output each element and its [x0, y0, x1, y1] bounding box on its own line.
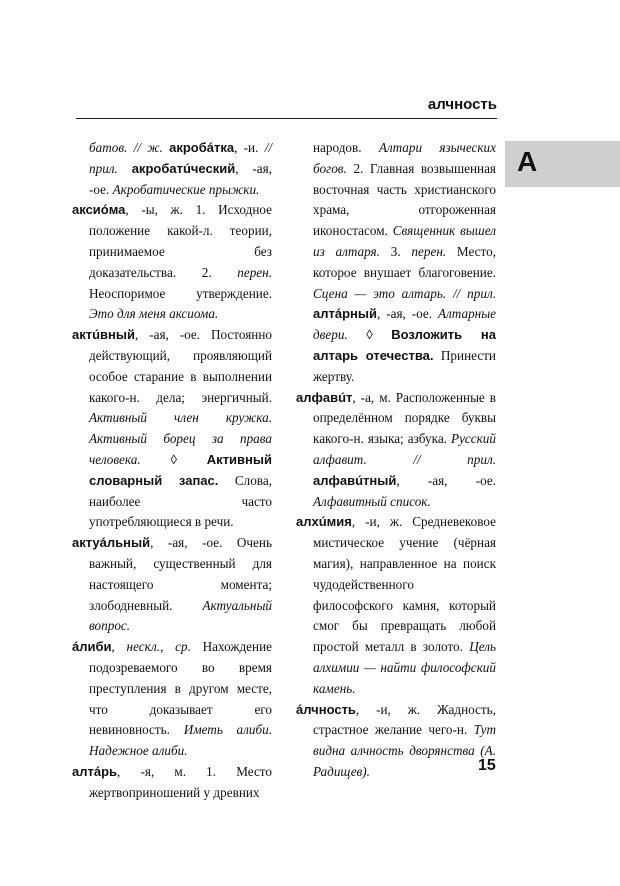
entry-aktualnyi — [72, 533, 272, 637]
entry-text: , -и, ж. Средневековое мистическое учение (чёрная магия), направленное на поиск чудодейственного философского камня, который смог бы превращать любой простой металл в золото. — [313, 514, 496, 655]
entry-altar-continuation — [296, 138, 496, 388]
entry-text: Слова, наиболее часто употребляющиеся в речи. — [89, 472, 272, 530]
entry-text: , -и. — [234, 140, 259, 155]
entry-idiom: Возложить на алтарь отечества. — [313, 327, 496, 363]
entry-text: , -я, м. 1. Место жертвоприношений у древних — [89, 763, 272, 800]
entry-headword: áлчность — [296, 701, 356, 717]
entry-text: Нахождение подозреваемого во время преступления в другом месте, что доказывает его невиновность. — [89, 639, 272, 738]
entry-text: Неоспоримое утверждение. — [89, 285, 272, 301]
entry-example: Русский алфавит. // прил. — [313, 431, 496, 467]
entry-text: // прил. — [89, 140, 273, 176]
entry-alfavit — [296, 388, 496, 513]
entry-text: , -ая, -ое. — [396, 472, 496, 488]
entry-label: перен. — [237, 264, 272, 280]
entry-altar — [72, 762, 272, 804]
entry-headword: акробáтка — [169, 140, 235, 155]
section-tab — [505, 141, 620, 187]
entry-example: Актуальный вопрос. — [89, 597, 272, 634]
entry-alibi — [72, 637, 272, 762]
entry-text: Место, которое внушает благоговение. — [313, 243, 496, 280]
entry-aksioma — [72, 200, 272, 325]
entry-headword: акробатúческий — [131, 160, 236, 176]
entry-example: Священник вышел из алтаря. — [313, 223, 496, 259]
entry-headword: алтáрный — [313, 306, 377, 322]
entry-aktivnyi — [72, 325, 272, 533]
entry-text: ◊ — [347, 327, 392, 343]
entry-example: Активный член кружка. Активный борец за права человека. — [89, 410, 272, 467]
entry-text: , -ая, -ое. — [89, 160, 272, 197]
entry-example: Иметь алиби. Надежное алиби. — [89, 722, 272, 759]
entry-text: Принести жертву. — [313, 347, 496, 384]
page-number: 15 — [478, 757, 496, 774]
entry-headword: алфавúтный — [313, 472, 397, 488]
entry-idiom: Активный словарный запас. — [89, 451, 272, 488]
entry-example: Алтари языческих богов. — [313, 140, 496, 176]
left-column — [72, 138, 272, 804]
entry-alkhimiya — [296, 512, 496, 699]
entry-text: , -ая, -ое. Постоянно действующий, проявляющий особое старание в выполнении какого-н. дела; энергичный. — [89, 327, 272, 405]
entry-text: ◊ — [140, 451, 207, 467]
entry-text: , — [111, 639, 127, 655]
entry-example: Алфавитный список. — [313, 493, 431, 509]
entry-headword: актуáльный — [72, 535, 151, 551]
entry-headword: алфавúт — [296, 389, 353, 405]
entry-example: Это для меня аксиома. — [89, 306, 219, 322]
entry-text: 2. Главная возвышенная восточная часть христианского храма, отгороженная иконостасом. — [313, 160, 496, 239]
entry-example: Алтарные двери. — [313, 306, 496, 343]
running-head — [76, 96, 497, 119]
entry-text: , -ая, -ое. — [376, 306, 438, 322]
entry-headword: алтáрь — [72, 763, 118, 779]
entry-headword: аксиóма — [72, 202, 126, 218]
entry-text: , -ая, -ое. Очень важный, существенный для настоящего момента; злободневный. — [89, 535, 272, 613]
entry-alchnost — [296, 700, 496, 783]
right-column — [296, 138, 496, 783]
entry-headword: áлиби — [72, 639, 112, 655]
entry-text: батов. // ж. — [89, 140, 170, 155]
entry-example: Цель алхимии — найти философский камень. — [313, 639, 496, 696]
section-letter: А — [517, 146, 538, 177]
entry-headword: актúвный — [72, 327, 135, 343]
entry-text: 3. — [379, 243, 412, 259]
entry-text: , -и, ж. Жадность, страстное желание чего-н. — [313, 701, 496, 738]
entry-example: Акробатические прыжки. — [112, 181, 260, 197]
entry-akrobat-continuation — [72, 138, 272, 200]
entry-example: Тут видна алчность дворянства (А. Радищев). — [313, 722, 496, 779]
entry-text: , -а, м. Расположенные в определённом порядке буквы какого-н. языка; азбука. — [313, 389, 496, 447]
entry-headword: алхúмия — [296, 514, 352, 530]
entry-label: нескл., ср. — [126, 639, 191, 655]
entry-example: Сцена — это алтарь. // прил. — [313, 285, 496, 301]
entry-text: народов. — [313, 140, 379, 155]
entry-label: перен. — [411, 243, 447, 259]
running-head-word: алчность — [427, 96, 497, 113]
entry-text: , -ы, ж. 1. Исходное положение какой-л. теории, принимаемое без доказательства. 2. — [89, 202, 272, 280]
